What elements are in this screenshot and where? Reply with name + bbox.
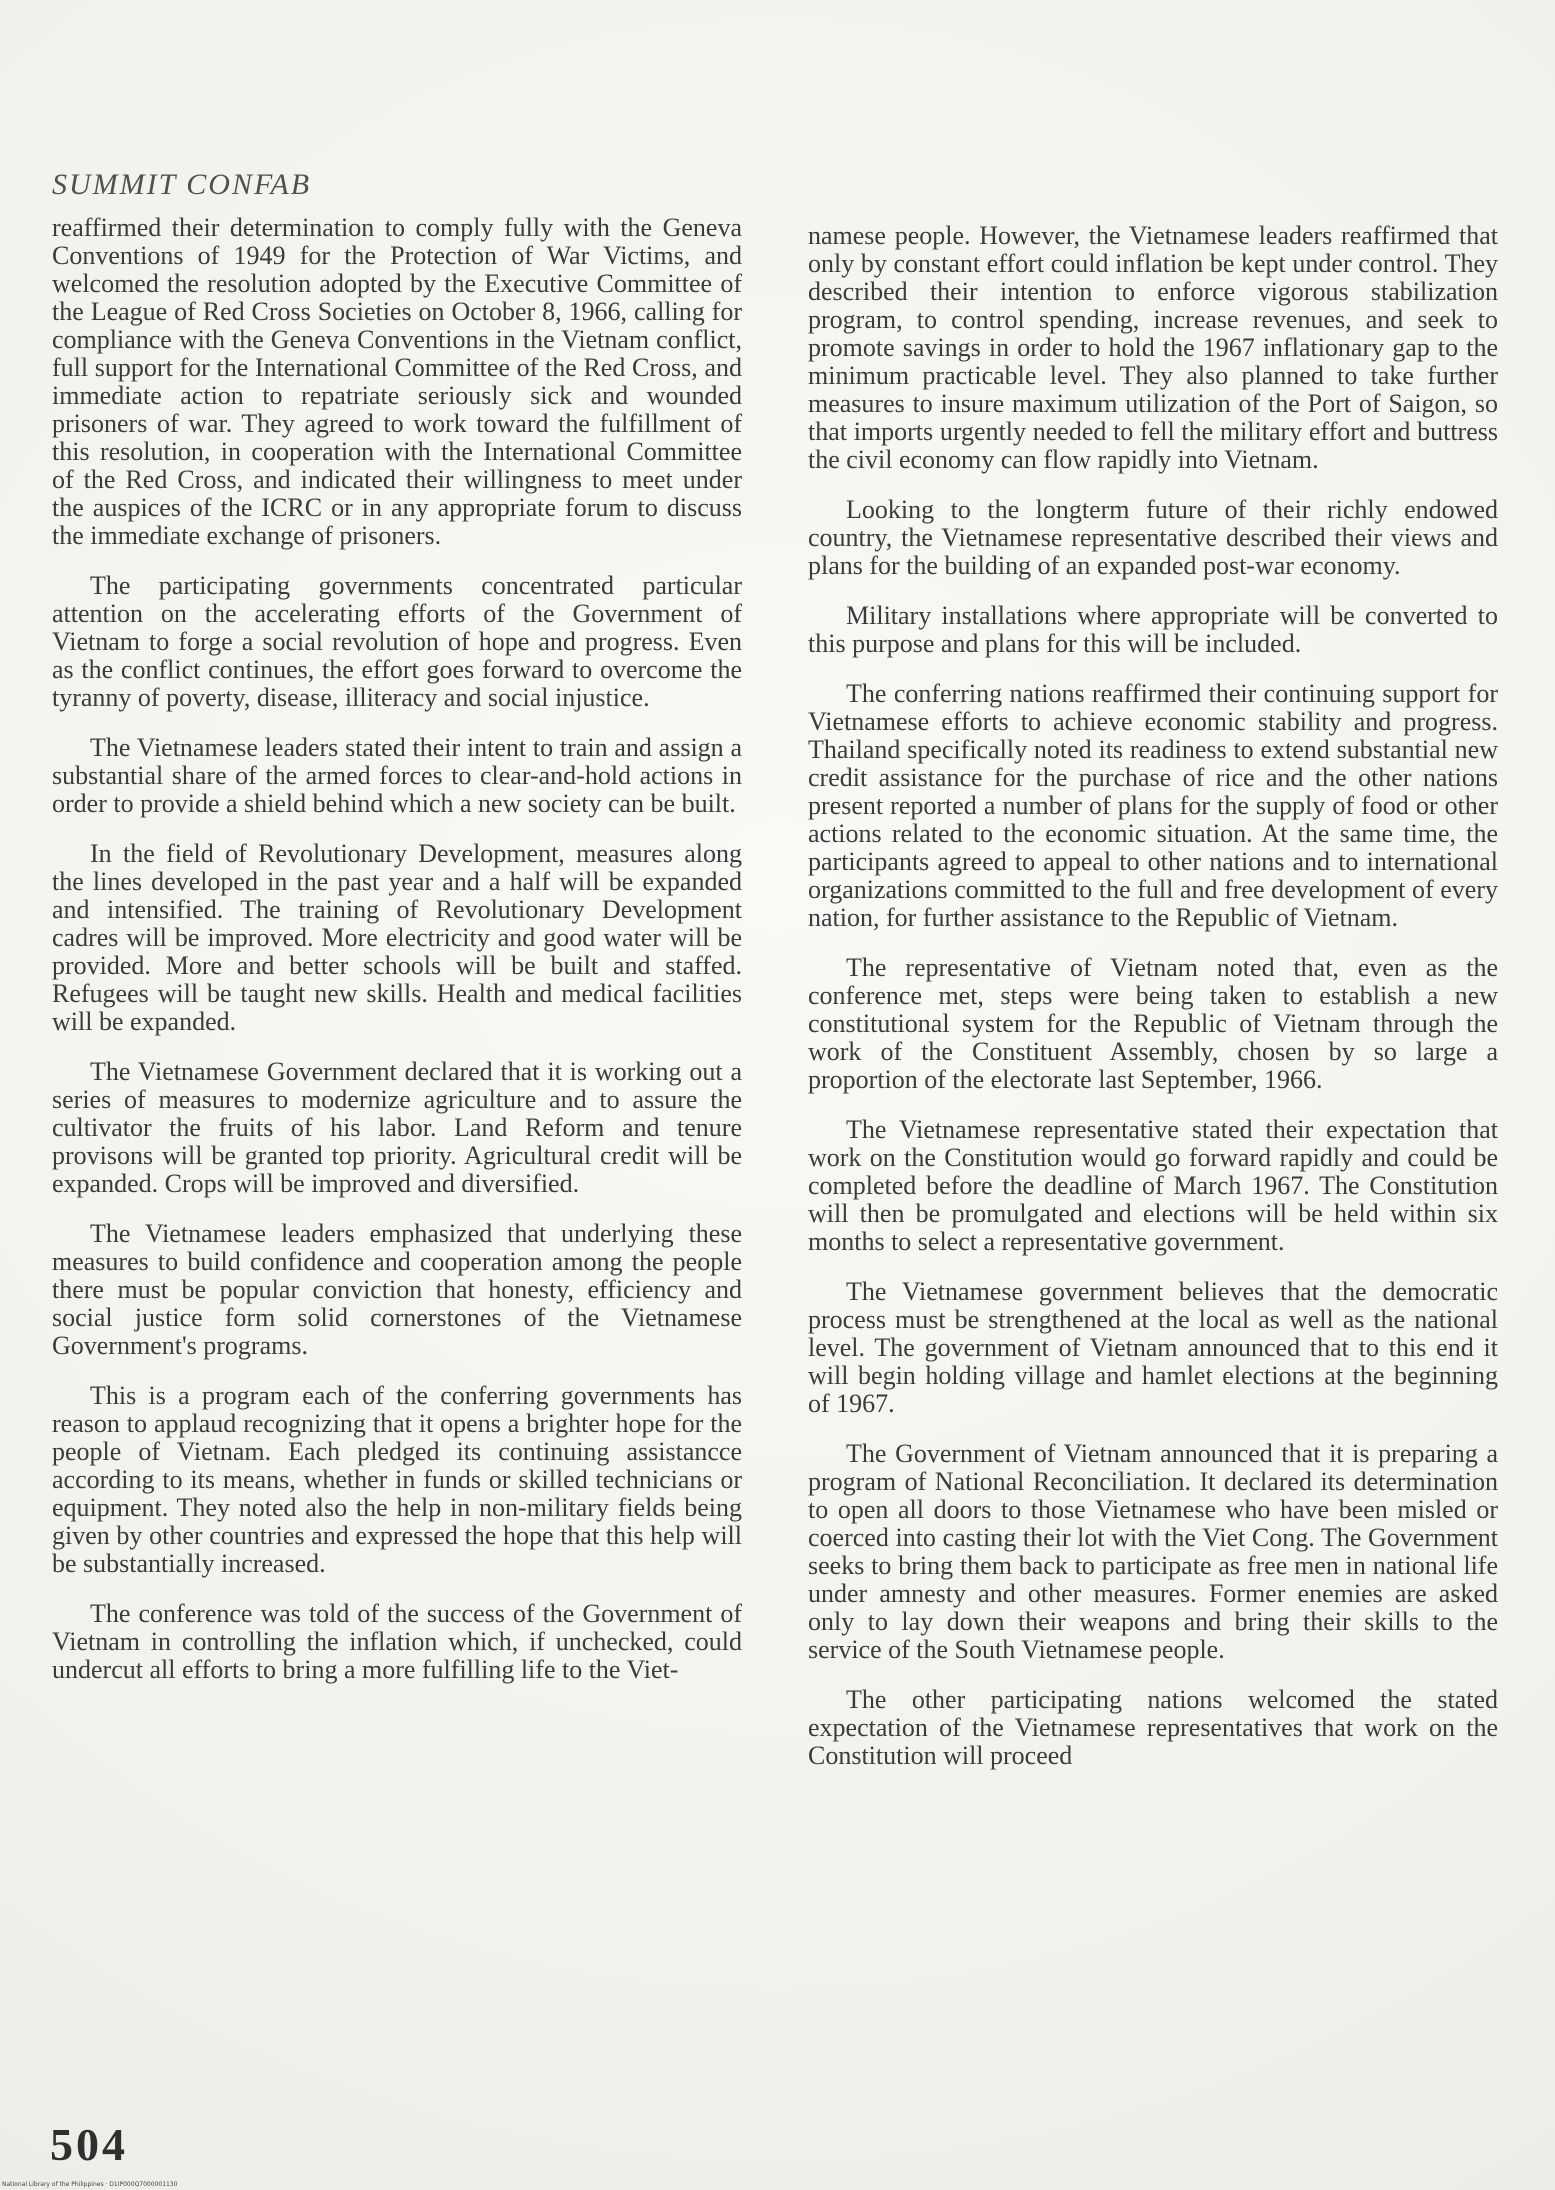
paragraph: The conference was told of the success of the Government of Vietnam in controlling the inflation which, if unchecked, could undercut all efforts to bring a more fulfilling life to the Viet- bbox=[52, 1599, 742, 1684]
paragraph: Military installations where appropriate will be converted to this purpose and plans for this will be included. bbox=[808, 601, 1498, 658]
section-title: SUMMIT CONFAB bbox=[52, 168, 312, 201]
paragraph: Looking to the longterm future of their richly endowed country, the Vietnamese representative described their views and plans for the building of an expanded post-war economy. bbox=[808, 495, 1498, 580]
paragraph: The Vietnamese leaders emphasized that underlying these measures to build confidence and cooperation among the people there must be popular conviction that honesty, efficiency and social justice form solid cornerstones of the Vietnamese Government's programs. bbox=[52, 1219, 742, 1360]
paragraph: The representative of Vietnam noted that, even as the conference met, steps were being taken to establish a new constitutional system for the Republic of Vietnam through the work of the Constituent Assembly, chosen by so large a proportion of the electorate last September, 1966. bbox=[808, 953, 1498, 1094]
paragraph: The other participating nations welcomed the stated expectation of the Vietnamese representatives that work on the Constitution will proceed bbox=[808, 1685, 1498, 1770]
paragraph: The Vietnamese government believes that the democratic process must be strengthened at the local as well as the national level. The government of Vietnam announced that to this end it will begin holding village and hamlet elections at the beginning of 1967. bbox=[808, 1277, 1498, 1418]
paragraph: The Vietnamese representative stated their expectation that work on the Constitution would go forward rapidly and could be completed before the deadline of March 1967. The Constitution will then be promulgated and elections will be held within six months to select a representative government. bbox=[808, 1115, 1498, 1256]
paragraph: The conferring nations reaffirmed their continuing support for Vietnamese efforts to achieve economic stability and progress. Thailand specifically noted its readiness to extend substantial new credit assistance for the purchase of rice and the other nations present reported a number of plans for the supply of food or other actions related to the economic situation. At the same time, the participants agreed to appeal to other nations and to international organizations committed to the full and free development of every nation, for further assistance to the Republic of Vietnam. bbox=[808, 679, 1498, 932]
paragraph: In the field of Revolutionary Development, measures along the lines developed in the past year and a half will be expanded and intensified. The training of Revolutionary Development cadres will be improved. More electricity and good water will be provided. More and better schools will be built and staffed. Refugees will be taught new skills. Health and medical facilities will be expanded. bbox=[52, 839, 742, 1036]
paragraph: The Vietnamese leaders stated their intent to train and assign a substantial share of the armed forces to clear-and-hold actions in order to provide a shield behind which a new society can be built. bbox=[52, 733, 742, 818]
page-number: 504 bbox=[50, 2119, 128, 2170]
paragraph: The Government of Vietnam announced that it is preparing a program of National Reconciliation. It declared its determination to open all doors to those Vietnamese who have been misled or coerced into casting their lot with the Viet Cong. The Government seeks to bring them back to participate as free men in national life under amnesty and other measures. Former enemies are asked only to lay down their weapons and bring their skills to the service of the South Vietnamese people. bbox=[808, 1439, 1498, 1664]
archive-credit: National Library of the Philippines · D1IP000Q7000001130 bbox=[2, 2181, 178, 2188]
paragraph: namese people. However, the Vietnamese leaders reaffirmed that only by constant effort could inflation be kept under control. They described their intention to enforce vigorous stabilization program, to control spending, increase revenues, and seek to promote savings in order to hold the 1967 inflationary gap to the minimum practicable level. They also planned to take further measures to insure maximum utilization of the Port of Saigon, so that imports urgently needed to fell the military effort and buttress the civil economy can flow rapidly into Vietnam. bbox=[808, 221, 1498, 474]
paragraph: reaffirmed their determination to comply fully with the Geneva Conventions of 1949 for the Protection of War Victims, and welcomed the resolution adopted by the Executive Committee of the League of Red Cross Societies on October 8, 1966, calling for compliance with the Geneva Conventions in the Vietnam conflict, full support for the International Committee of the Red Cross, and immediate action to repatriate seriously sick and wounded prisoners of war. They agreed to work toward the fulfillment of this resolution, in cooperation with the International Committee of the Red Cross, and indicated their willingness to meet under the auspices of the ICRC or in any appropriate forum to discuss the immediate exchange of prisoners. bbox=[52, 213, 742, 550]
right-column bbox=[808, 222, 1498, 1792]
paragraph: The participating governments concentrated particular attention on the accelerating efforts of the Government of Vietnam to forge a social revolution of hope and progress. Even as the conflict continues, the effort goes forward to overcome the tyranny of poverty, disease, illiteracy and social injustice. bbox=[52, 571, 742, 712]
paragraph: This is a program each of the conferring governments has reason to applaud recognizing that it opens a brighter hope for the people of Vietnam. Each pledged its continuing assistancce according to its means, whether in funds or skilled technicians or equipment. They noted also the help in non-military fields being given by other countries and expressed the hope that this help will be substantially increased. bbox=[52, 1381, 742, 1578]
left-column bbox=[52, 214, 742, 1706]
paragraph: The Vietnamese Government declared that it is working out a series of measures to modernize agriculture and to assure the cultivator the fruits of his labor. Land Reform and tenure provisons will be granted top priority. Agricultural credit will be expanded. Crops will be improved and diversified. bbox=[52, 1057, 742, 1198]
